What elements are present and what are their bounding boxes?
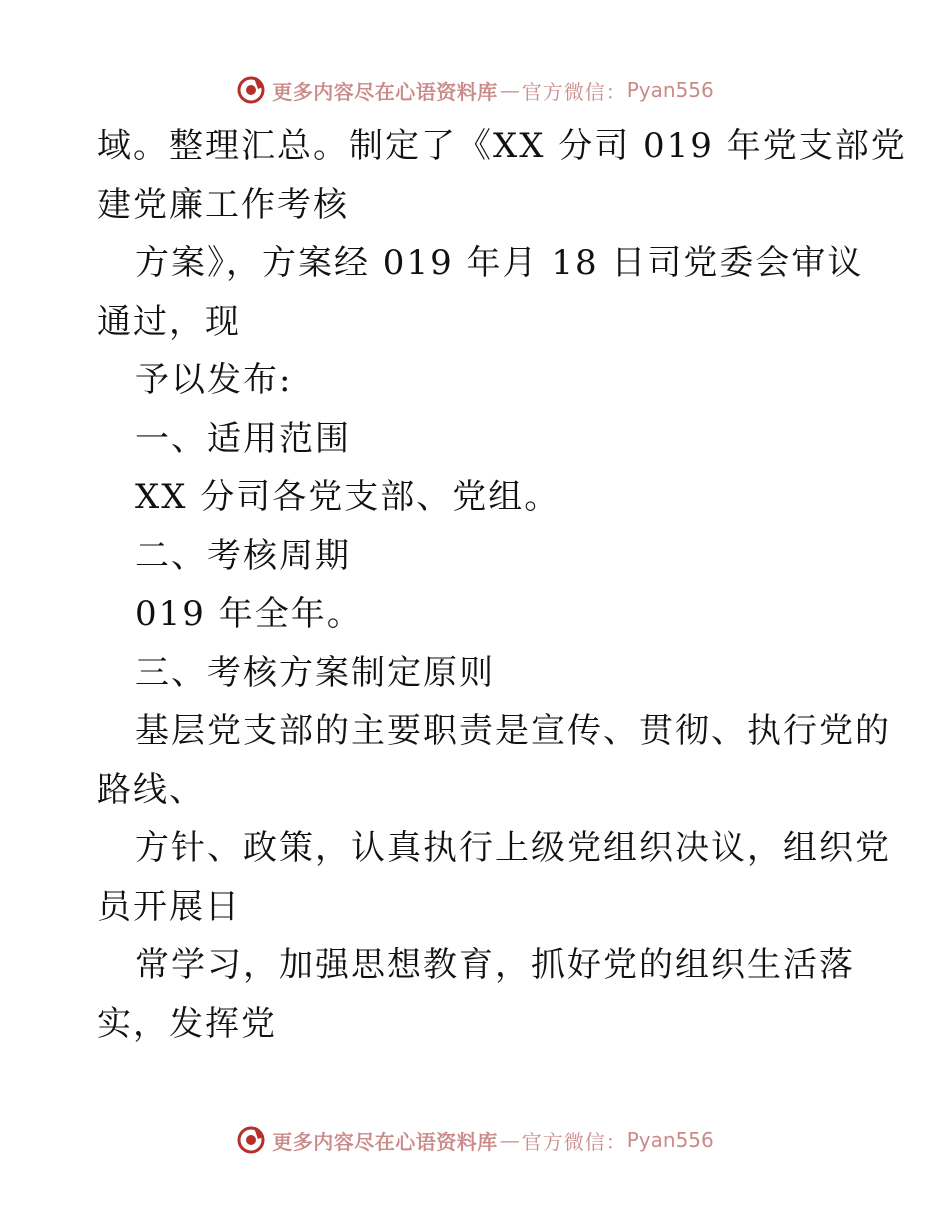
text-line: 予以发布: [135, 360, 293, 400]
watermark-wechat-id: Pyan556 [626, 1128, 714, 1152]
footer-watermark [0, 1120, 950, 1160]
text-line: 二、考核周期 [135, 535, 351, 576]
text-line: 三、考核方案制定原则 [135, 652, 495, 693]
text-line: 实，发挥党 [97, 1003, 277, 1044]
watermark-label: 官方微信： [521, 1129, 627, 1154]
text-line: XX 分司各党支部、党组。 [135, 477, 561, 517]
header-watermark [0, 70, 950, 110]
text-line: 019 年全年。 [135, 594, 363, 634]
text-line: 建党廉工作考核 [97, 184, 349, 225]
text-line: 通过，现 [97, 301, 241, 342]
watermark-label: 官方微信： [521, 79, 627, 104]
text-line: 一、适用范围 [135, 418, 351, 459]
document-body [97, 117, 907, 1053]
watermark-separator: — [499, 1128, 520, 1152]
text-line: 路线、 [97, 769, 205, 810]
text-line: 常学习，加强思想教育，抓好党的组织生活落 [135, 945, 855, 985]
watermark-title: 更多内容尽在心语资料库 [272, 1129, 498, 1154]
text-line: 基层党支部的主要职责是宣传、贯彻、执行党的 [135, 711, 891, 751]
logo-icon [236, 75, 266, 105]
logo-icon [236, 1125, 266, 1155]
watermark-separator: — [499, 78, 520, 102]
text-line: 员开展日 [97, 886, 241, 927]
text-line: 方案》，方案经 019 年月 18 日司党委会审议 [135, 243, 864, 283]
watermark-title: 更多内容尽在心语资料库 [272, 79, 498, 104]
text-line: 方针、政策，认真执行上级党组织决议，组织党 [135, 828, 891, 868]
text-line: 域。整理汇总。制定了《XX 分司 019 年党支部党 [97, 126, 907, 166]
watermark-wechat-id: Pyan556 [626, 78, 714, 102]
